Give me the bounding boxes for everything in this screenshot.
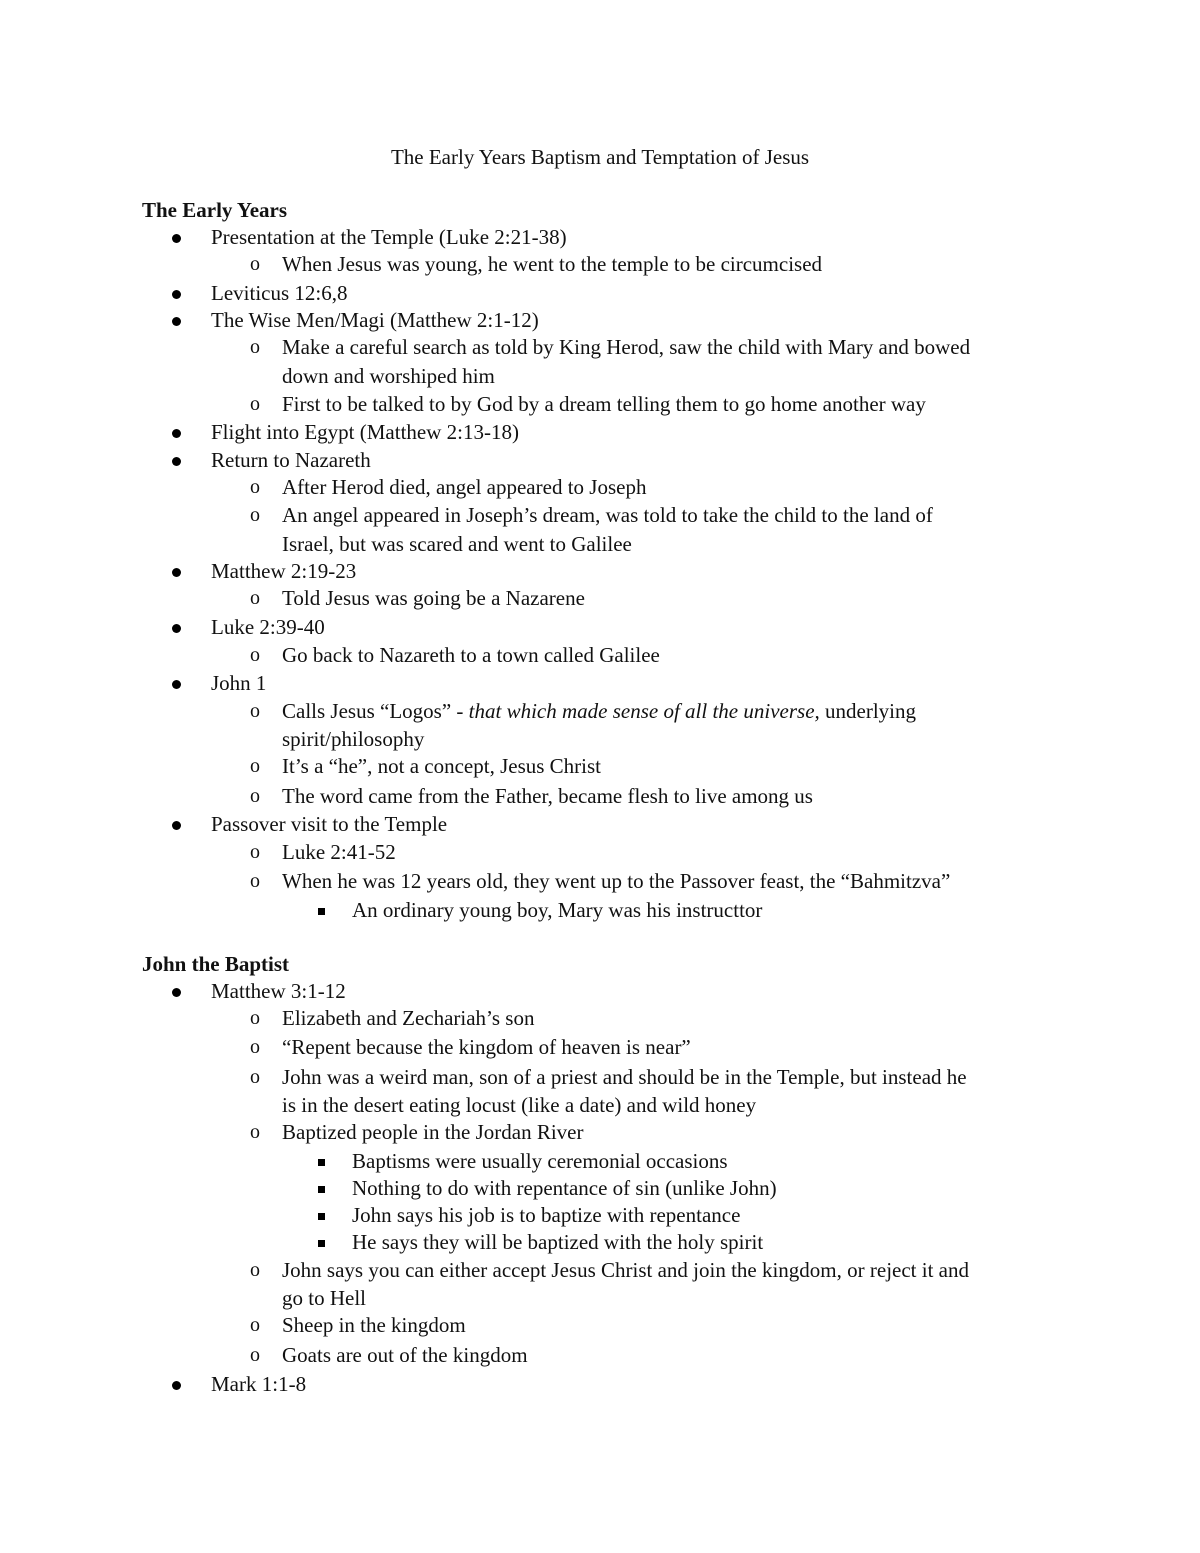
bullet-marker (172, 418, 181, 446)
sub-bullet-marker: o (250, 870, 260, 892)
sub-bullet-marker: o (250, 1066, 260, 1088)
list-item: He says they will be baptized with the holy spirit (352, 1230, 764, 1254)
list-item: Flight into Egypt (Matthew 2:13-18) (211, 420, 519, 444)
sub-bullet-marker: o (250, 841, 260, 863)
list-item: When Jesus was young, he went to the temple to be circumcised (282, 252, 823, 276)
list-item: Matthew 3:1-12 (211, 979, 346, 1003)
list-item: Baptized people in the Jordan River (282, 1120, 584, 1144)
list-item: Matthew 2:19-23 (211, 559, 357, 583)
sub-bullet-marker: o (250, 587, 260, 609)
list-item: Make a careful search as told by King Herod, saw the child with Mary and bowed (282, 335, 971, 359)
bullet-marker (172, 810, 181, 838)
list-item: Goats are out of the kingdom (282, 1343, 528, 1367)
list-item: Return to Nazareth (211, 448, 371, 472)
sub-bullet-marker: o (250, 1036, 260, 1058)
sub-bullet-marker: o (250, 504, 260, 526)
list-item-continuation: spirit/philosophy (282, 727, 425, 751)
list-item: After Herod died, angel appeared to Joseph (282, 475, 647, 499)
bullet-marker (172, 279, 181, 307)
bullet-marker (172, 557, 181, 585)
page-title: The Early Years Baptism and Temptation of Jesus (390, 145, 810, 169)
list-item: An angel appeared in Joseph’s dream, was told to take the child to the land of (282, 503, 933, 527)
sub-bullet-marker: o (250, 644, 260, 666)
bullet-marker (172, 1370, 181, 1398)
list-item: The word came from the Father, became flesh to live among us (282, 784, 813, 808)
logos-text: Calls Jesus “Logos” - (282, 699, 469, 723)
list-item: Presentation at the Temple (Luke 2:21-38) (211, 225, 567, 249)
sub-bullet-marker: o (250, 1314, 260, 1336)
sub-bullet-marker: o (250, 700, 260, 722)
list-item: Go back to Nazareth to a town called Galilee (282, 643, 660, 667)
sub-bullet-marker: o (250, 1007, 260, 1029)
list-item: John was a weird man, son of a priest and should be in the Temple, but instead he (282, 1065, 967, 1089)
list-item: Told Jesus was going be a Nazarene (282, 586, 585, 610)
subsub-bullet-marker (318, 1174, 325, 1202)
bullet-marker (172, 669, 181, 697)
bullet-marker (172, 306, 181, 334)
sub-bullet-marker: o (250, 755, 260, 777)
list-item: John says his job is to baptize with repentance (352, 1203, 741, 1227)
sub-bullet-marker: o (250, 1259, 260, 1281)
list-item: First to be talked to by God by a dream telling them to go home another way (282, 392, 926, 416)
list-item: Elizabeth and Zechariah’s son (282, 1006, 535, 1030)
list-item: It’s a “he”, not a concept, Jesus Christ (282, 754, 601, 778)
list-item: Luke 2:39-40 (211, 615, 325, 639)
list-item: Mark 1:1-8 (211, 1372, 307, 1396)
section-heading-john-the-baptist: John the Baptist (142, 952, 290, 976)
list-item: Luke 2:41-52 (282, 840, 396, 864)
list-item: Nothing to do with repentance of sin (unlike John) (352, 1176, 777, 1200)
subsub-bullet-marker (318, 1228, 325, 1256)
subsub-bullet-marker (318, 896, 325, 924)
list-item: Passover visit to the Temple (211, 812, 448, 836)
subsub-bullet-marker (318, 1147, 325, 1175)
list-item: Baptisms were usually ceremonial occasions (352, 1149, 728, 1173)
list-item-continuation: is in the desert eating locust (like a date) and wild honey (282, 1093, 757, 1117)
sub-bullet-marker: o (250, 336, 260, 358)
subsub-bullet-marker (318, 1201, 325, 1229)
sub-bullet-marker: o (250, 476, 260, 498)
sub-bullet-marker: o (250, 253, 260, 275)
list-item: Leviticus 12:6,8 (211, 281, 348, 305)
list-item (282, 697, 916, 725)
list-item: An ordinary young boy, Mary was his instructtor (352, 898, 763, 922)
bullet-marker (172, 223, 181, 251)
list-item: John says you can either accept Jesus Christ and join the kingdom, or reject it and (282, 1258, 970, 1282)
bullet-marker (172, 446, 181, 474)
list-item: When he was 12 years old, they went up to the Passover feast, the “Bahmitzva” (282, 869, 951, 893)
bullet-marker (172, 977, 181, 1005)
logos-definition: that which made sense of all the universe, (468, 699, 820, 723)
list-item: John 1 (211, 671, 267, 695)
bullet-marker (172, 613, 181, 641)
section-heading-early-years: The Early Years (142, 198, 288, 222)
sub-bullet-marker: o (250, 393, 260, 415)
sub-bullet-marker: o (250, 785, 260, 807)
list-item: The Wise Men/Magi (Matthew 2:1-12) (211, 308, 539, 332)
list-item: “Repent because the kingdom of heaven is near” (282, 1035, 691, 1059)
list-item: Sheep in the kingdom (282, 1313, 466, 1337)
sub-bullet-marker: o (250, 1121, 260, 1143)
logos-tail: underlying (819, 699, 916, 723)
list-item-continuation: Israel, but was scared and went to Galilee (282, 532, 632, 556)
list-item-continuation: go to Hell (282, 1286, 366, 1310)
sub-bullet-marker: o (250, 1344, 260, 1366)
list-item-continuation: down and worshiped him (282, 364, 495, 388)
